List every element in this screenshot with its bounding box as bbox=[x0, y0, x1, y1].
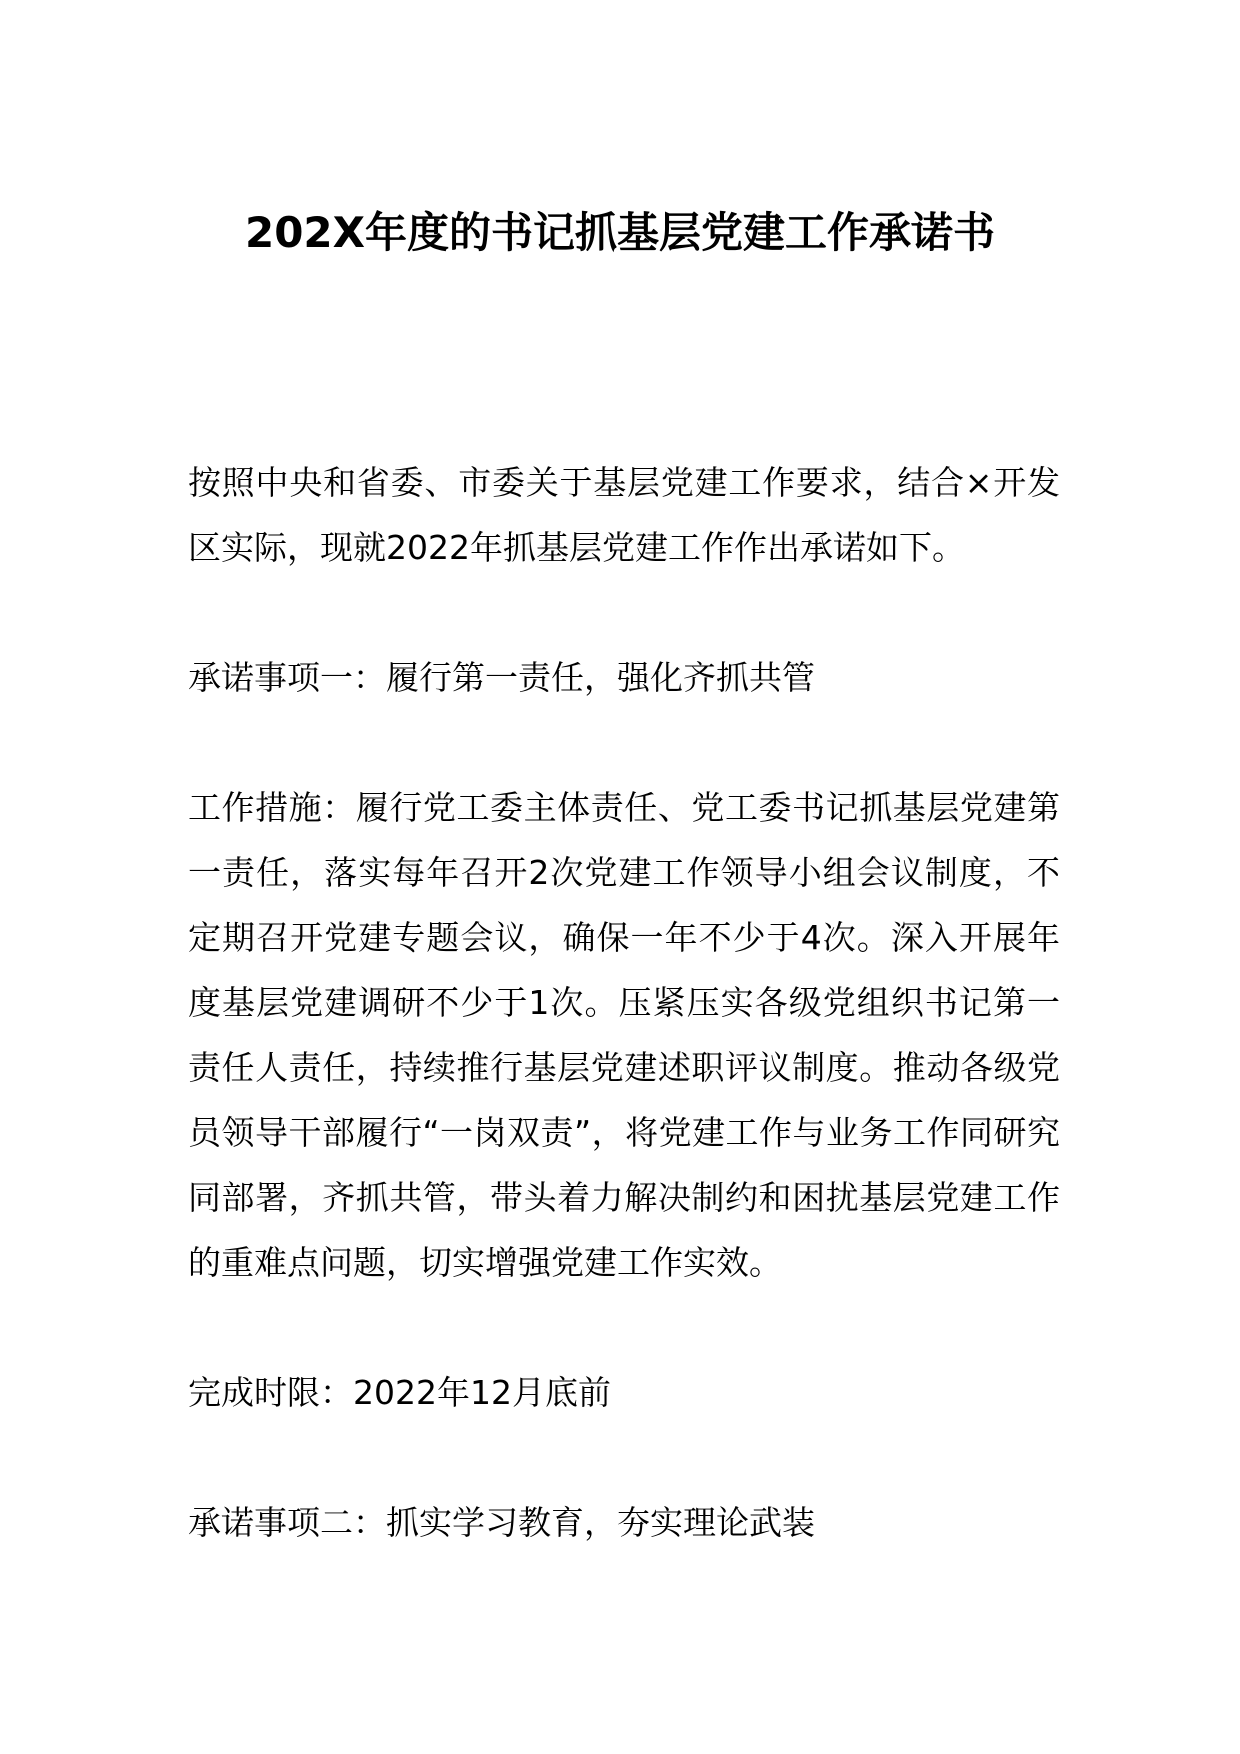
document-title: 202X年度的书记抓基层党建工作承诺书 bbox=[244, 208, 996, 257]
intro-paragraph: 按照中央和省委、市委关于基层党建工作要求，结合×开发区实际，现就2022年抓基层党建工作作出承诺如下。 bbox=[188, 463, 1060, 567]
work-measures-paragraph: 工作措施：履行党工委主体责任、党工委书记抓基层党建第一责任，落实每年召开2次党建工作领导小组会议制度，不定期召开党建专题会议，确保一年不少于4次。深入开展年度基层党建调研不少于1次。压紧压实各级党组织书记第一责任人责任，持续推行基层党建述职评议制度。推动各级党员领导干部履行“一岗双责”，将党建工作与业务工作同研究同部署，齐抓共管，带头着力解决制约和困扰基层党建工作的重难点问题，切实增强党建工作实效。 bbox=[188, 788, 1060, 1282]
commitment-item-1: 承诺事项一：履行第一责任，强化齐抓共管 bbox=[188, 658, 815, 697]
deadline-line: 完成时限：2022年12月底前 bbox=[188, 1373, 611, 1412]
commitment-item-2: 承诺事项二：抓实学习教育，夯实理论武装 bbox=[188, 1503, 815, 1542]
